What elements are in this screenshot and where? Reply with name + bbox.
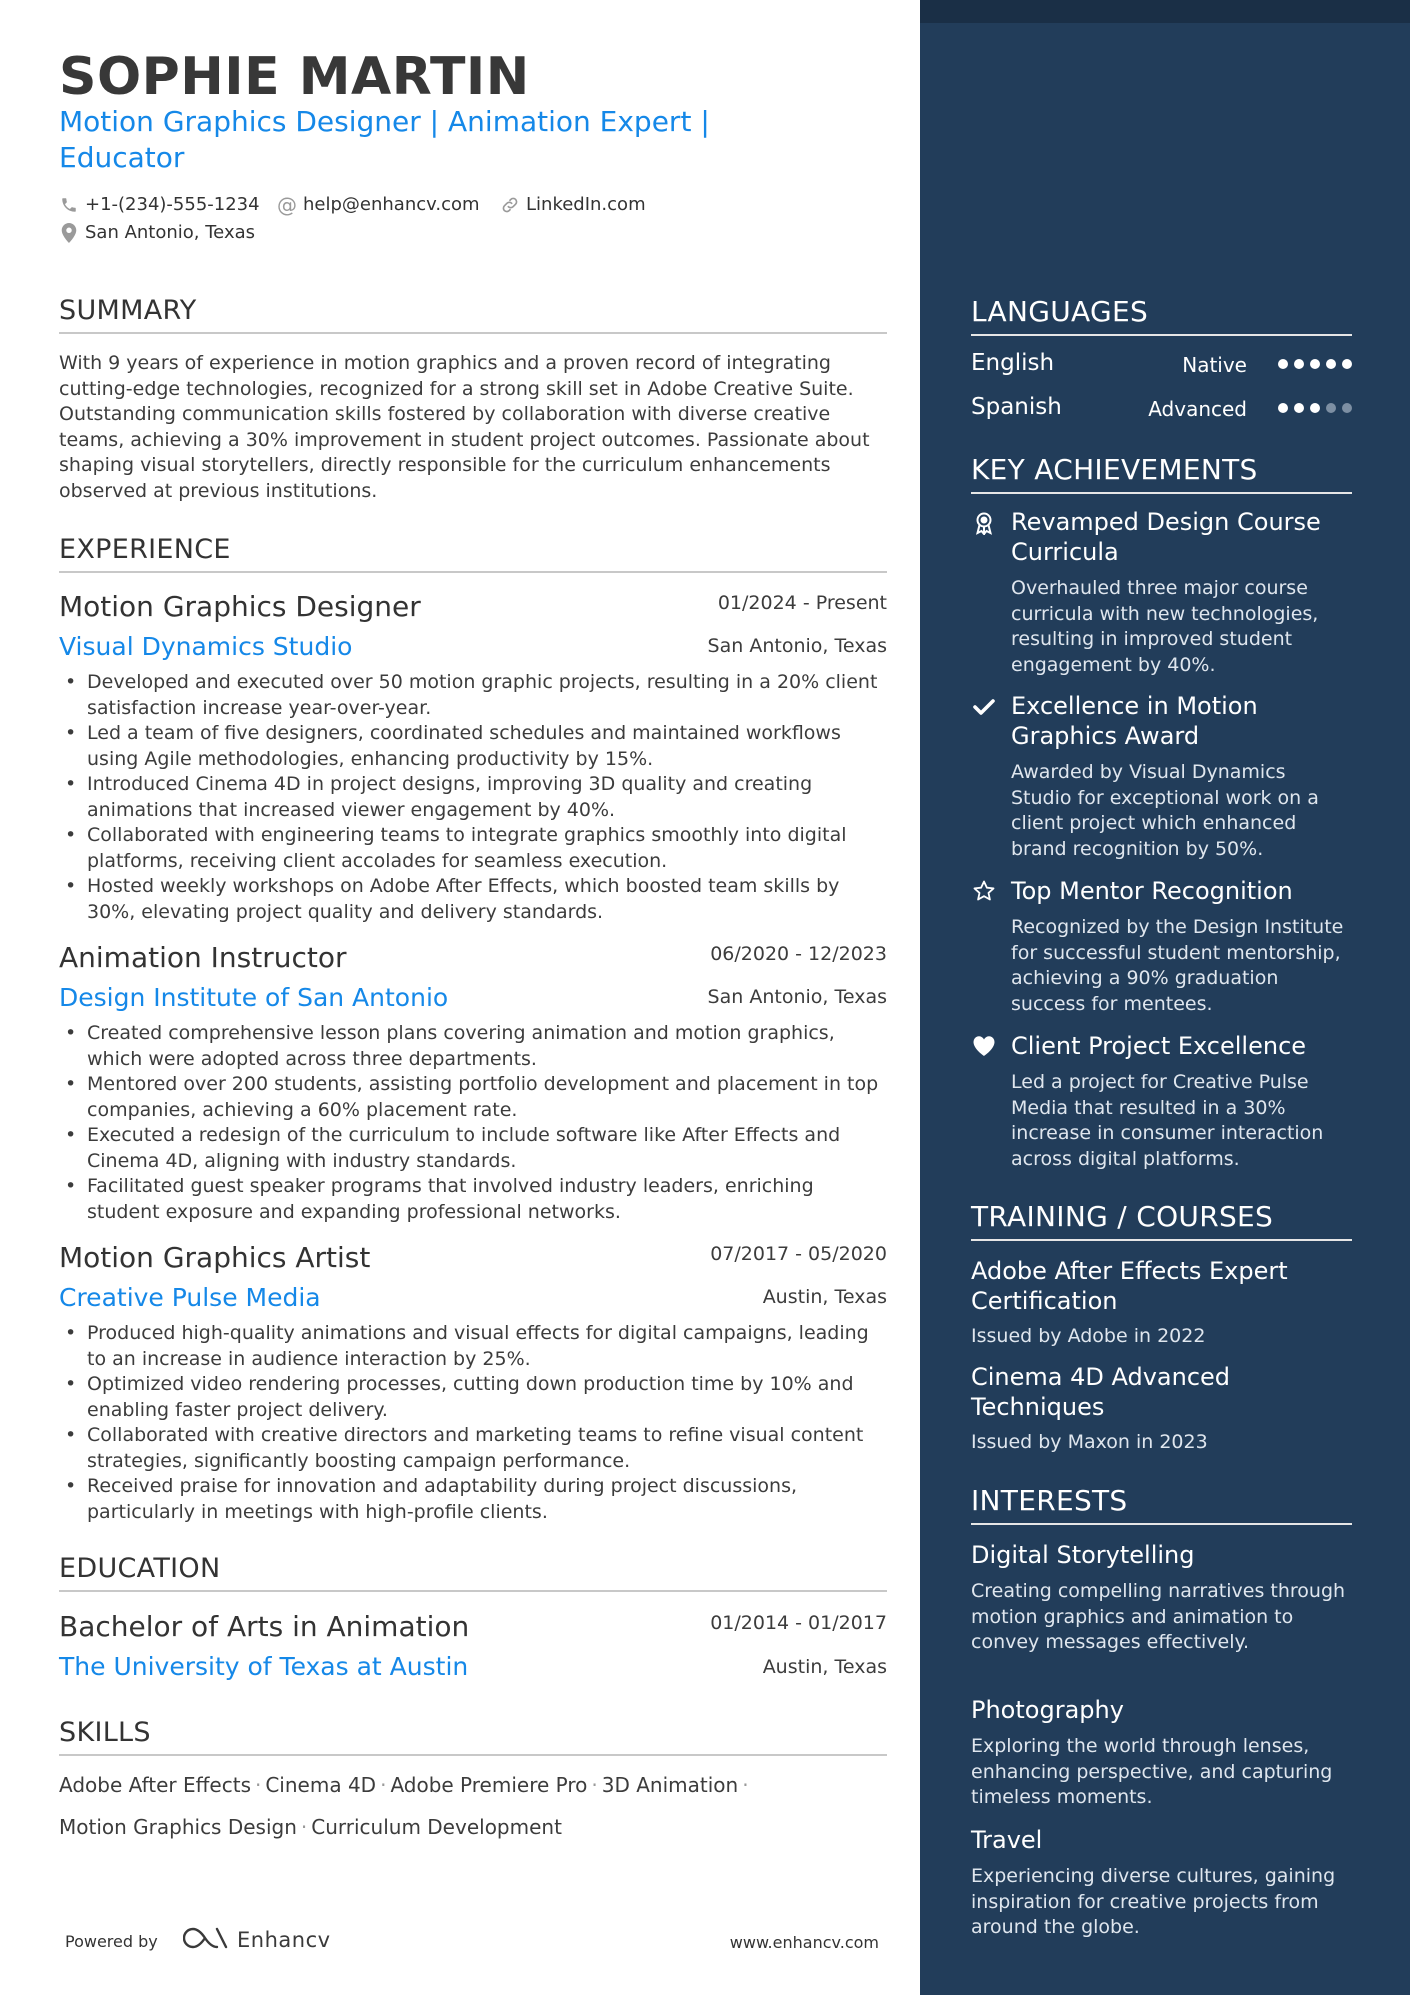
language-row — [971, 394, 1352, 424]
job-title: Motion Graphics Artist — [59, 1241, 371, 1274]
achievement-title: Top Mentor Recognition — [1011, 877, 1293, 905]
bullet-item: • Produced high-quality animations and visual effects for digital campaigns, leading to an increase in audience interaction by 25%. — [59, 1321, 887, 1372]
proficiency-dot — [1294, 403, 1304, 413]
education-location: Austin, Texas — [762, 1656, 887, 1678]
job-location: San Antonio, Texas — [707, 635, 887, 657]
achievement-title: Revamped Design Course Curricula — [1011, 508, 1321, 566]
language-proficiency-dots — [1278, 403, 1352, 413]
phone-contact[interactable] — [59, 194, 260, 215]
footer-url[interactable]: www.enhancv.com — [729, 1933, 879, 1952]
achievement-title: Client Project Excellence — [1011, 1032, 1307, 1060]
job-company: Visual Dynamics Studio — [59, 632, 353, 661]
skill-item: Adobe After Effects — [59, 1773, 251, 1797]
job-bullets — [59, 1321, 887, 1525]
education-dates: 01/2014 - 01/2017 — [710, 1612, 887, 1634]
link-icon — [500, 195, 520, 215]
training-issuer: Issued by Maxon in 2023 — [971, 1431, 1208, 1453]
skill-separator: · — [254, 1773, 262, 1797]
training-title: Adobe After Effects Expert Certification — [971, 1257, 1288, 1315]
proficiency-dot — [1310, 359, 1320, 369]
interest-desc: Exploring the world through lenses, enhancing perspective, and capturing timeless moments. — [971, 1735, 1333, 1808]
skill-item: Cinema 4D — [265, 1773, 377, 1797]
skill-separator: · — [591, 1773, 598, 1797]
bullet-item: • Hosted weekly workshops on Adobe After Effects, which boosted team skills by 30%, elevating project quality and delivery standards. — [59, 874, 887, 925]
proficiency-dot — [1326, 403, 1336, 413]
powered-by-label: Powered by — [65, 1932, 158, 1951]
language-level: Advanced — [1148, 397, 1247, 421]
interests-heading: INTERESTS — [971, 1484, 1352, 1525]
interest-title: Digital Storytelling — [971, 1541, 1195, 1569]
interest-title: Photography — [971, 1696, 1124, 1724]
phone-icon — [59, 195, 79, 215]
achievement-desc: Overhauled three major course curricula with new technologies, resulting in improved student engagement by 40%. — [1011, 577, 1319, 676]
sidebar — [920, 0, 1410, 1995]
bullet-item: • Mentored over 200 students, assisting portfolio development and placement in top companies, achieving a 60% placement rate. — [59, 1072, 887, 1123]
languages-heading: LANGUAGES — [971, 295, 1352, 336]
bullet-item: • Executed a redesign of the curriculum to include software like After Effects and Cinema 4D, aligning with industry standards. — [59, 1123, 887, 1174]
bullet-item: • Received praise for innovation and adaptability during project discussions, particularly in meetings with high-profile clients. — [59, 1474, 887, 1525]
checkmark-icon — [971, 694, 997, 720]
language-level: Native — [1182, 353, 1247, 377]
skill-separator: · — [300, 1815, 308, 1839]
interest-title: Travel — [971, 1826, 1043, 1854]
candidate-name: SOPHIE MARTIN — [59, 47, 530, 107]
summary-heading: SUMMARY — [59, 295, 887, 334]
job-location: San Antonio, Texas — [707, 986, 887, 1008]
star-outline-icon — [971, 878, 997, 904]
linkedin-contact[interactable] — [500, 194, 646, 215]
language-row — [971, 350, 1352, 380]
training-issuer: Issued by Adobe in 2022 — [971, 1325, 1206, 1347]
degree-title: Bachelor of Arts in Animation — [59, 1610, 470, 1643]
language-name: English — [971, 350, 1055, 376]
proficiency-dot — [1278, 403, 1288, 413]
job-title: Motion Graphics Designer — [59, 590, 421, 623]
achievement-title: Excellence in Motion Graphics Award — [1011, 692, 1258, 750]
job-company: Creative Pulse Media — [59, 1283, 321, 1312]
job-bullets — [59, 1021, 887, 1225]
job-company: Design Institute of San Antonio — [59, 983, 449, 1012]
job-bullets — [59, 670, 887, 925]
skill-item: 3D Animation — [601, 1773, 739, 1797]
bullet-item: • Optimized video rendering processes, cutting down production time by 10% and enabling faster project delivery. — [59, 1372, 887, 1423]
language-proficiency-dots — [1278, 359, 1352, 369]
bullet-item: • Created comprehensive lesson plans covering animation and motion graphics, which were adopted across three departments. — [59, 1021, 887, 1072]
sidebar-top-bar — [920, 0, 1410, 23]
enhancv-logo[interactable] — [183, 1926, 331, 1954]
enhancv-logo-icon — [183, 1926, 229, 1954]
email-text: help@enhancv.com — [303, 194, 480, 215]
achievement-desc: Recognized by the Design Institute for successful student mentorship, achieving a 90% graduation success for mentees. — [1011, 916, 1344, 1015]
interest-desc: Experiencing diverse cultures, gaining inspiration for creative projects from around the globe. — [971, 1865, 1336, 1938]
skills-line-1 — [59, 1773, 753, 1797]
job-location: Austin, Texas — [762, 1286, 887, 1308]
skill-item: Motion Graphics Design — [59, 1815, 297, 1839]
location-contact — [59, 222, 255, 243]
enhancv-brand: Enhancv — [237, 1928, 331, 1952]
language-name: Spanish — [971, 394, 1062, 420]
skill-item: Adobe Premiere Pro — [390, 1773, 588, 1797]
proficiency-dot — [1294, 359, 1304, 369]
job-dates: 01/2024 - Present — [717, 592, 887, 614]
skill-item: Curriculum Development — [311, 1815, 562, 1839]
school-name: The University of Texas at Austin — [59, 1652, 469, 1681]
location-pin-icon — [59, 223, 79, 243]
location-text: San Antonio, Texas — [85, 222, 255, 243]
email-contact[interactable] — [277, 194, 480, 215]
proficiency-dot — [1278, 359, 1288, 369]
job-dates: 07/2017 - 05/2020 — [710, 1243, 887, 1265]
skill-separator: · — [742, 1773, 749, 1797]
bullet-item: • Facilitated guest speaker programs that involved industry leaders, enriching student exposure and expanding professional networks. — [59, 1174, 887, 1225]
achievement-desc: Led a project for Creative Pulse Media that resulted in a 30% increase in consumer interaction across digital platforms. — [1011, 1071, 1324, 1170]
skills-line-2 — [59, 1815, 562, 1839]
education-heading: EDUCATION — [59, 1553, 887, 1592]
phone-text: +1-(234)-555-1234 — [85, 194, 260, 215]
linkedin-text: LinkedIn.com — [526, 194, 646, 215]
bullet-item: • Led a team of five designers, coordinated schedules and maintained workflows using Agile methodologies, enhancing productivity by 15%. — [59, 721, 887, 772]
at-sign-icon: @ — [277, 192, 297, 217]
interest-desc: Creating compelling narratives through motion graphics and animation to convey messages effectively. — [971, 1580, 1346, 1653]
achievements-heading: KEY ACHIEVEMENTS — [971, 453, 1352, 494]
skill-separator: · — [380, 1773, 387, 1797]
job-dates: 06/2020 - 12/2023 — [710, 943, 887, 965]
candidate-title: Motion Graphics Designer | Animation Expert | Educator — [59, 105, 710, 174]
proficiency-dot — [1326, 359, 1336, 369]
heart-icon — [971, 1033, 997, 1059]
training-title: Cinema 4D Advanced Techniques — [971, 1363, 1231, 1421]
bullet-item: • Developed and executed over 50 motion graphic projects, resulting in a 20% client satisfaction increase year-over-year. — [59, 670, 887, 721]
achievement-desc: Awarded by Visual Dynamics Studio for exceptional work on a client project which enhanced brand recognition by 50%. — [1011, 761, 1319, 860]
summary-text: With 9 years of experience in motion graphics and a proven record of integrating cutting-edge technologies, recognized for a strong skill set in Adobe Creative Suite. Outstanding communication skills fostered by collaboration with diverse creative teams, achieving a 30% improvement in student project outcomes. Passionate about shaping visual storytellers, directly responsible for the curriculum enhancements observed at previous institutions. — [59, 352, 870, 502]
proficiency-dot — [1342, 359, 1352, 369]
bullet-item: • Collaborated with creative directors and marketing teams to refine visual content strategies, significantly boosting campaign performance. — [59, 1423, 887, 1474]
award-ribbon-icon — [971, 510, 997, 536]
skills-heading: SKILLS — [59, 1717, 887, 1756]
proficiency-dot — [1310, 403, 1320, 413]
training-heading: TRAINING / COURSES — [971, 1200, 1352, 1241]
job-title: Animation Instructor — [59, 941, 347, 974]
bullet-item: • Collaborated with engineering teams to integrate graphics smoothly into digital platforms, receiving client accolades for seamless execution. — [59, 823, 887, 874]
experience-heading: EXPERIENCE — [59, 534, 887, 573]
bullet-item: • Introduced Cinema 4D in project designs, improving 3D quality and creating animations that increased viewer engagement by 40%. — [59, 772, 887, 823]
proficiency-dot — [1342, 403, 1352, 413]
